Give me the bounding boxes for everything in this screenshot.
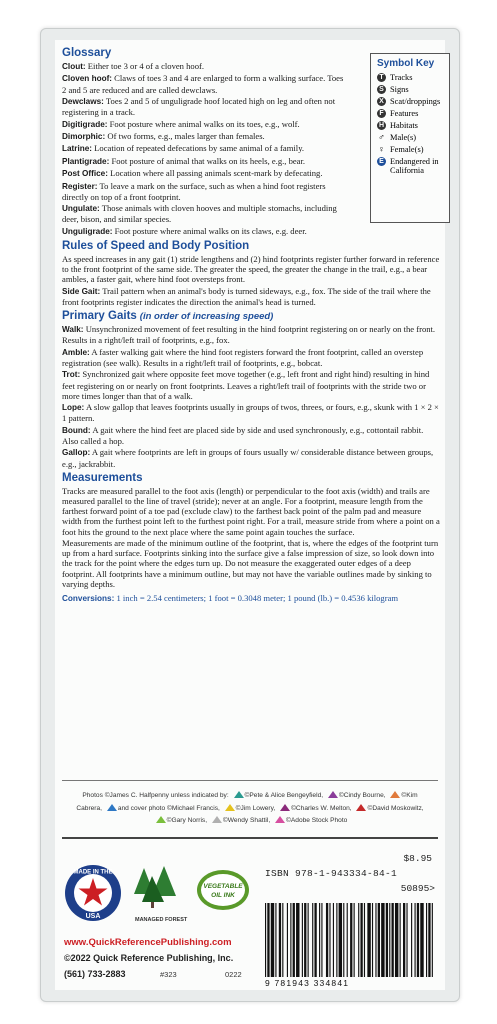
barcode-bar: [400, 903, 401, 977]
gait-entry: [62, 347, 440, 368]
barcode-bar: [432, 903, 433, 977]
barcode-bar: [333, 903, 334, 977]
glossary-term: Plantigrade:: [62, 156, 110, 166]
gaits-title: [62, 310, 440, 322]
symbol-female-icon: ♀: [378, 143, 385, 154]
barcode-addon: 50895>: [400, 883, 435, 894]
badge-made-text: MADE IN THE: [73, 869, 113, 876]
barcode-bar: [329, 903, 330, 977]
measurements-title: Measurements: [62, 471, 143, 484]
card-content: [62, 47, 440, 605]
barcode-bar: [312, 903, 313, 977]
gait-term: Bound:: [62, 425, 91, 435]
item-number: #323: [160, 970, 177, 979]
glossary-term: Digitigrade:: [62, 119, 108, 129]
credit-color-marker-icon: [234, 791, 244, 798]
glossary-entry: [62, 168, 344, 179]
barcode-bar: [417, 903, 419, 977]
symbol-key-item: [377, 145, 449, 155]
glossary-entry: [62, 96, 344, 117]
isbn: ISBN 978-1-943334-84-1: [265, 868, 398, 879]
conversions-label: Conversions:: [62, 593, 115, 603]
side-gait-entry: [62, 286, 440, 307]
measurements-paragraph-1: Tracks are measured parallel to the foot axis (length) or perpendicular to the foot axis (width) and trails are measured parallel to the line of travel (stride); never at an angle. For a footprint, measure length from the farthest forward point of a toe pad (exclude claw) to the farthest back point of the palm pad and measure width from the furthest point left to the furthest point right. For a trail, measure stride from where a point on a foot hits the ground to the next place where the same point again touches the surface.: [62, 485, 440, 537]
glossary-list: [62, 61, 344, 237]
barcode-bar: [339, 903, 342, 977]
symbol-key-label: Habitats: [390, 120, 418, 130]
barcode-bar: [275, 903, 276, 977]
side-gait-term: Side Gait:: [62, 286, 101, 296]
barcode-bar: [304, 903, 306, 977]
reference-card: [55, 40, 445, 990]
gait-definition: Unsynchronized movement of feet resulting in the hind footprint registering on or nearly on the front. Results in a right/left trail of footprints, e.g., fox.: [62, 324, 436, 346]
symbol-key-label: Tracks: [390, 73, 413, 82]
symbol-key-label: Male(s): [390, 132, 417, 142]
barcode-bar: [296, 903, 299, 977]
symbol-signs-icon: S: [377, 85, 386, 94]
glossary-entry: [62, 119, 344, 130]
gaits-title-text: Primary Gaits: [62, 310, 137, 323]
glossary-entry: [62, 61, 344, 72]
symbol-key: [370, 53, 450, 223]
glossary-definition: Location where all passing animals scent-mark by defecating.: [107, 168, 323, 179]
vegetable-oil-ink-logo: [195, 867, 251, 913]
gait-entry: [62, 324, 440, 345]
credit-item: and cover photo ©Michael Francis,: [117, 804, 220, 812]
credit-color-marker-icon: [280, 804, 290, 811]
speed-section: [62, 240, 440, 307]
glossary-entry: [62, 73, 344, 94]
symbol-key-label: Features: [390, 108, 419, 118]
barcode-bar: [360, 903, 362, 977]
price: $8.95: [403, 853, 432, 864]
gait-entry: [62, 447, 440, 468]
barcode-bar: [386, 903, 388, 977]
veg-ink-line-1: VEGETABLE: [203, 883, 243, 890]
barcode-bar: [358, 903, 359, 977]
credit-color-marker-icon: [356, 804, 366, 811]
symbol-scat-icon: X: [377, 97, 386, 106]
barcode-bar: [375, 903, 376, 977]
barcode-bar: [287, 903, 288, 977]
date-code: 0222: [225, 970, 242, 979]
speed-title: Rules of Speed and Body Position: [62, 239, 250, 252]
glossary-entry: [62, 143, 344, 154]
measurements-paragraph-2: Measurements are made of the minimum outline of the footprint, that is, where the edges of the footprint turn up from a hard surface. Footprints sinking into the surface give a false impression of size, so look down into the track for the point where the edges turn up. Do not measure the exaggerated outer edges of a deep footprint. All footprints have a minimum outline, but may not have the variable outlines made by sinking to varying depths.: [62, 537, 439, 589]
barcode-bar: [321, 903, 322, 977]
barcode-bar: [265, 903, 266, 977]
symbol-male-icon: ♂: [378, 131, 385, 142]
barcode-bar: [354, 903, 355, 977]
credit-color-marker-icon: [390, 791, 400, 798]
credit-item: ©Gary Norris,: [166, 817, 208, 824]
credit-color-marker-icon: [328, 791, 338, 798]
side-gait-def: Trail pattern when an animal's body is turned sideways, e.g., fox. The side of the trail where the front footprints register indicates the direction the animal's head is turned.: [62, 285, 431, 307]
gait-definition: Synchronized gait where opposite feet move together (e.g., left front and right hind) resulting in hind feet registering on or nearly on front footprints. Leaves a right/left trail of footprints with the stride two or more times longer than that of a walk.: [62, 369, 430, 401]
glossary-term: Dewclaws:: [62, 96, 104, 106]
gait-term: Lope:: [62, 403, 85, 413]
barcode-bar: [282, 903, 283, 977]
barcode-bar: [426, 903, 427, 977]
glossary-definition: Those animals with cloven hooves and multiple stomachs, including deer, bison, and similar species.: [62, 203, 337, 225]
glossary-entry: [62, 181, 344, 202]
credit-item: ©Cindy Bourne,: [338, 792, 386, 799]
conversions: [62, 593, 440, 604]
glossary-section: [62, 47, 344, 237]
barcode-bar: [314, 903, 316, 977]
divider-bottom: [62, 837, 438, 839]
glossary-term: Cloven hoof:: [62, 74, 113, 84]
glossary-term: Post Office:: [62, 169, 108, 179]
gait-definition: A slow gallop that leaves footprints usually in groups of twos, threes, or fours, e.g., skunk with 1 × 2 × 1 pattern.: [62, 402, 439, 424]
glossary-definition: Foot posture of animal that walks on its heels, e.g., bear.: [109, 155, 306, 166]
gait-definition: A gait where footprints are left in groups of fours usually w/ considerable distance between groups, e.g., jackrabbit.: [62, 447, 434, 469]
symbol-key-item: [377, 109, 449, 119]
gait-term: Gallop:: [62, 448, 91, 458]
glossary-title: Glossary: [62, 47, 112, 59]
credit-color-marker-icon: [225, 804, 235, 811]
barcode-bar: [381, 903, 384, 977]
symbol-endangered-icon: E: [377, 157, 386, 166]
gait-entry: [62, 425, 440, 446]
photo-credits: [75, 790, 425, 828]
phone-number: (561) 733-2883: [64, 969, 126, 979]
barcode-bar: [392, 903, 394, 977]
managed-forest-logo: [130, 864, 178, 914]
credit-item: ©Pete & Alice Bengeyfield,: [244, 792, 324, 799]
barcode-bar: [406, 903, 407, 977]
gait-term: Walk:: [62, 325, 84, 335]
gaits-subtitle: (in order of increasing speed): [139, 311, 274, 323]
barcode-bar: [420, 903, 423, 977]
barcode-bar: [290, 903, 291, 977]
publisher-url[interactable]: www.QuickReferencePublishing.com: [64, 937, 232, 948]
barcode-bar: [267, 903, 269, 977]
symbol-key-item: [377, 73, 449, 83]
barcode-bar: [343, 903, 344, 977]
symbol-key-label: Female(s): [390, 144, 424, 154]
symbol-key-title: Symbol Key: [377, 58, 435, 69]
credit-item: ©Jim Lowery,: [235, 804, 276, 812]
glossary-term: Ungulate:: [62, 204, 100, 214]
credit-item: ©Wendy Shattil,: [222, 817, 271, 824]
symbol-key-label: Signs: [390, 84, 409, 94]
barcode-bar: [364, 903, 365, 977]
veg-ink-line-2: OIL INK: [211, 892, 235, 899]
gaits-section: [62, 310, 440, 469]
credit-color-marker-icon: [212, 816, 222, 823]
barcode-bar: [336, 903, 337, 977]
barcode-bar: [378, 903, 380, 977]
symbol-key-item: [377, 85, 449, 95]
barcode-bar: [395, 903, 398, 977]
badge-usa-text: USA: [85, 913, 101, 920]
glossary-definition: Claws of toes 3 and 4 are enlarged to form a walking surface. Toes 2 and 5 are reduced and are called dewclaws.: [62, 73, 344, 95]
barcode-bar: [428, 903, 430, 977]
gait-definition: A gait where the hind feet are placed side by side and used synchronously, e.g., cottontail rabbit. Also called a hop.: [62, 424, 424, 446]
credit-item: ©Adobe Stock Photo: [286, 817, 348, 824]
glossary-definition: Location of repeated defecations by same animal of a family.: [92, 143, 305, 154]
barcode-bar: [372, 903, 373, 977]
gait-definition: A faster walking gait where the hind foot registers forward the front footprint, called an overstep registration (see walk). Results in a right/left trail of footprints, e.g., bobcat.: [62, 346, 424, 368]
glossary-entry: [62, 131, 344, 142]
symbol-key-label: Scat/droppings: [390, 96, 441, 106]
conversions-text: 1 inch = 2.54 centimeters; 1 foot = 0.3048 meter; 1 pound (lb.) = 0.4536 kilogram: [114, 592, 399, 603]
barcode-bar: [293, 903, 295, 977]
glossary-definition: Either toe 3 or 4 of a cloven hoof.: [85, 61, 205, 71]
symbol-key-item: [377, 97, 449, 107]
barcode-bar: [403, 903, 405, 977]
glossary-term: Clout:: [62, 62, 86, 71]
glossary-term: Dimorphic:: [62, 131, 106, 141]
barcode-bar: [415, 903, 416, 977]
symbol-habitats-icon: H: [378, 121, 385, 129]
glossary-entry: [62, 203, 344, 224]
back-cover-footer: [55, 845, 445, 990]
barcode-bar: [411, 903, 412, 977]
made-in-usa-badge: [64, 864, 122, 922]
barcode-bar: [389, 903, 390, 977]
glossary-definition: Foot posture where animal walks on its claws, e.g. deer.: [112, 225, 307, 236]
divider-top: [62, 780, 438, 781]
managed-forest-label: MANAGED FOREST: [135, 917, 188, 923]
barcode: [265, 903, 435, 977]
credit-item: ©David Moskowitz,: [367, 804, 424, 812]
glossary-entry: [62, 156, 344, 167]
credit-item: ©Kim Cabrera,: [76, 792, 418, 812]
credit-item: ©Charles W. Melton,: [291, 804, 352, 812]
symbol-key-item: [377, 157, 449, 176]
glossary-definition: Of two forms, e.g., males larger than females.: [105, 130, 265, 141]
barcode-bar: [326, 903, 328, 977]
symbol-key-item: [377, 133, 449, 143]
copyright: ©2022 Quick Reference Publishing, Inc.: [64, 953, 234, 963]
gait-entry: [62, 369, 440, 401]
barcode-bar: [367, 903, 370, 977]
glossary-definition: Foot posture where animal walks on its toes, e.g., wolf.: [107, 118, 300, 129]
symbol-key-item: [377, 121, 449, 131]
barcode-bar: [350, 903, 352, 977]
glossary-term: Latrine:: [62, 144, 93, 154]
credit-color-marker-icon: [107, 804, 117, 811]
measurements-section: [62, 472, 440, 604]
barcode-bar: [302, 903, 303, 977]
gait-term: Amble:: [62, 347, 90, 357]
symbol-key-label: Endangered in California: [390, 156, 439, 176]
speed-paragraph: As speed increases in any gait (1) stride lengthens and (2) hind footprints register further forward in reference to the front footprint of the same side. The greater the speed, the greater the change in the trail, e.g., a bear ambles, a faster gait, where hind foot oversteps front.: [62, 253, 440, 285]
glossary-entry: [62, 226, 344, 237]
barcode-bar: [308, 903, 309, 977]
glossary-term: Unguligrade:: [62, 226, 113, 236]
symbol-key-list: [371, 73, 449, 176]
glossary-definition: To leave a mark on the surface, such as when a hind foot registers directly on top of a front footprint.: [62, 180, 326, 202]
barcode-bar: [347, 903, 348, 977]
barcode-number: 9 781943 334841: [265, 978, 350, 988]
barcode-bar: [279, 903, 281, 977]
symbol-tracks-icon: T: [377, 73, 386, 82]
symbol-features-icon: F: [377, 109, 386, 118]
glossary-definition: Toes 2 and 5 of unguligrade hoof located high on leg and often not registering in a track.: [62, 95, 336, 118]
gaits-list: [62, 324, 440, 469]
glossary-term: Register:: [62, 181, 98, 191]
gait-entry: [62, 402, 440, 423]
credit-color-marker-icon: [275, 816, 285, 823]
credit-color-marker-icon: [156, 816, 166, 823]
barcode-bar: [271, 903, 274, 977]
barcode-bar: [319, 903, 320, 977]
gait-term: Trot:: [62, 370, 81, 380]
credits-lead: Photos ©James C. Halfpenny unless indicated by:: [82, 792, 229, 799]
